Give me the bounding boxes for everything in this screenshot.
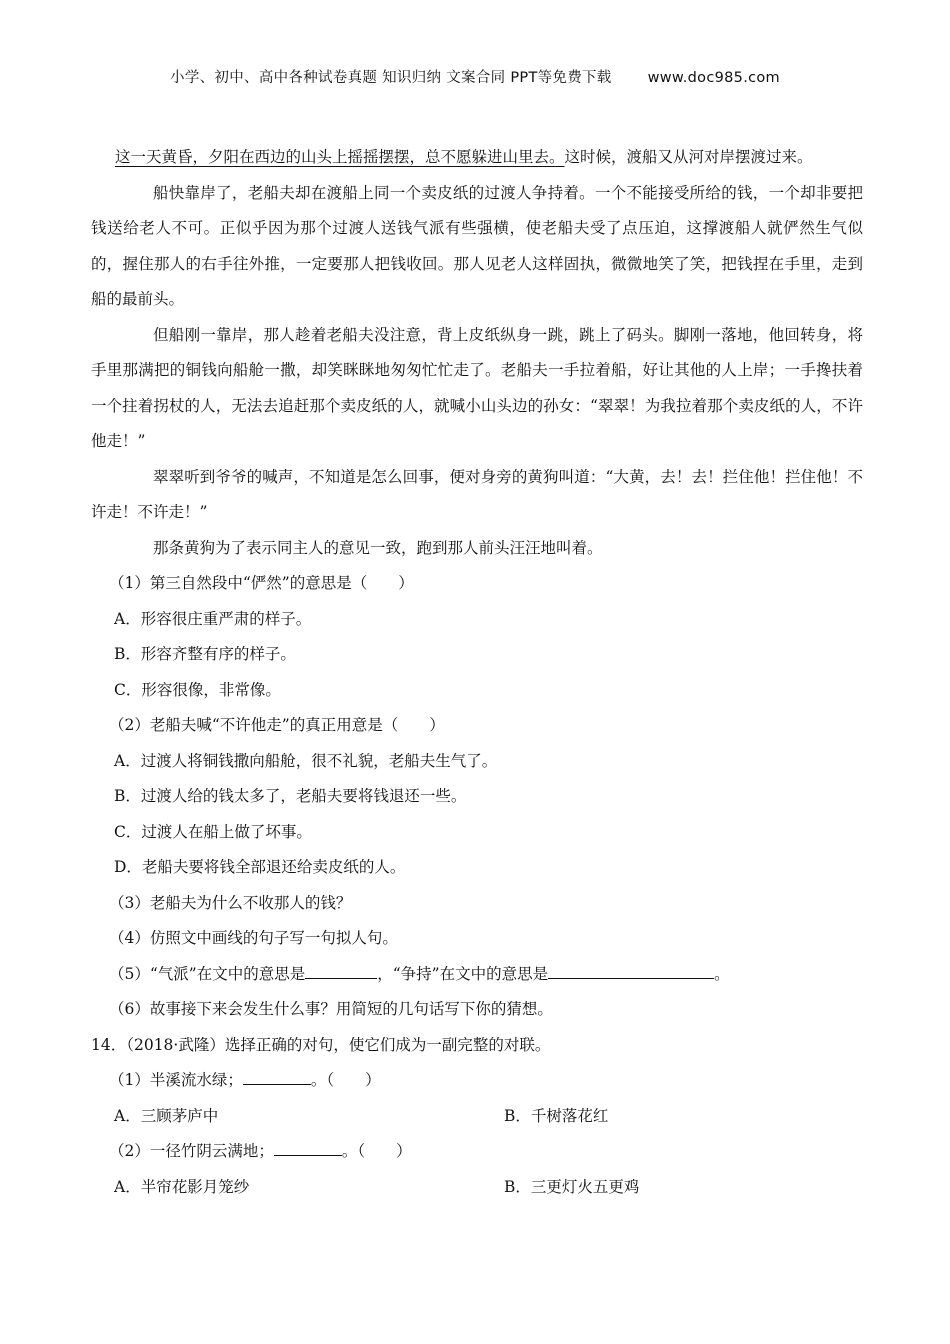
question-14-2-option-b: B．三更灯火五更鸡 bbox=[504, 1177, 640, 1196]
question-2-option-a: A．过渡人将铜钱撒向船舱，很不礼貌，老船夫生气了。 bbox=[114, 751, 498, 770]
question-14-title: 14．（2018·武隆）选择正确的对句，使它们成为一副完整的对联。 bbox=[91, 1035, 551, 1054]
paragraph-5: 那条黄狗为了表示同主人的意见一致，跑到那人前头汪汪地叫着。 bbox=[153, 538, 603, 557]
header-site: www.doc985.com bbox=[647, 70, 780, 86]
header-text: 小学、初中、高中各种试卷真题 知识归纳 文案合同 PPT等免费下载 bbox=[170, 70, 612, 86]
question-14-1 bbox=[91, 1063, 863, 1099]
question-4: （4）仿照文中画线的句子写一句拟人句。 bbox=[109, 929, 398, 947]
paragraph-1-rest: 这时候，渡船又从河对岸摆渡过来。 bbox=[564, 148, 813, 166]
paragraph-3: 但船刚一靠岸，那人趁着老船夫没注意，背上皮纸纵身一跳，跳上了码头。脚刚一落地，他回转身，将手里那满把的铜钱向船舱一撒，却笑眯眯地匆匆忙忙走了。老船夫一手拉着船，好让其他的人上岸；一手搀扶着一个拄着拐杖的人，无法去追赶那个卖皮纸的人，就喊小山头边的孙女：“翠翠！为我拉着那个卖皮纸的人，不许他走！” bbox=[91, 325, 863, 450]
question-14-1-option-a: A．三顾茅庐中 bbox=[114, 1106, 219, 1125]
question-14-2-paren: 。（ ） bbox=[341, 1142, 412, 1160]
question-1-option-b: B．形容齐整有序的样子。 bbox=[114, 645, 296, 663]
answer-blank[interactable] bbox=[243, 1066, 311, 1085]
question-14-1-option-b: B．千树落花红 bbox=[504, 1106, 609, 1125]
question-14-2 bbox=[91, 1134, 863, 1170]
question-14-1-prompt: （1）半溪流水绿； bbox=[109, 1071, 243, 1089]
question-14-2-option-a: A．半帘花影月笼纱 bbox=[114, 1177, 250, 1196]
question-2-option-d: D．老船夫要将钱全部退还给卖皮纸的人。 bbox=[114, 858, 406, 876]
question-1-option-a: A．形容很庄重严肃的样子。 bbox=[114, 609, 312, 628]
paragraph-4: 翠翠听到爷爷的喊声，不知道是怎么回事，便对身旁的黄狗叫道：“大黄，去！去！拦住他！拦住他！不许走！不许走！” bbox=[91, 467, 863, 521]
question-5-part-1: （5）“气派”在文中的意思是 bbox=[109, 964, 306, 983]
question-2: （2）老船夫喊“不许他走”的真正用意是（ ） bbox=[109, 716, 445, 734]
question-5 bbox=[91, 957, 863, 993]
page-header bbox=[0, 66, 950, 87]
question-14-1-options bbox=[91, 1099, 863, 1135]
question-5-part-2: ，“争持”在文中的意思是 bbox=[377, 964, 549, 983]
answer-blank[interactable] bbox=[305, 960, 377, 979]
document-body bbox=[91, 140, 863, 1205]
question-3: （3）老船夫为什么不收那人的钱？ bbox=[109, 893, 352, 912]
question-2-option-c: C．过渡人在船上做了坏事。 bbox=[114, 822, 312, 841]
question-5-end: 。 bbox=[714, 964, 730, 983]
paragraph-2: 船快靠岸了，老船夫却在渡船上同一个卖皮纸的过渡人争持着。一个不能接受所给的钱，一个却非要把钱送给老人不可。正似乎因为那个过渡人送钱气派有些强横，使老船夫受了点压迫，这撑渡船人就俨然生气似的，握住那人的右手往外推，一定要那人把钱收回。那人见老人这样固执，微微地笑了笑，把钱捏在手里，走到船的最前头。 bbox=[91, 183, 863, 308]
underlined-sentence: 这一天黄昏，夕阳在西边的山头上摇摇摆摆，总不愿躲进山里去。 bbox=[115, 148, 565, 166]
question-1-option-c: C．形容很像，非常像。 bbox=[114, 680, 281, 699]
question-2-option-b: B．过渡人给的钱太多了，老船夫要将钱退还一些。 bbox=[114, 787, 467, 805]
question-1: （1）第三自然段中“俨然”的意思是（ ） bbox=[109, 574, 414, 592]
answer-blank[interactable] bbox=[548, 960, 714, 979]
paragraph-1 bbox=[91, 140, 863, 176]
question-6: （6）故事接下来会发生什么事？用简短的几句话写下你的猜想。 bbox=[109, 1000, 553, 1018]
question-14-2-prompt: （2）一径竹阴云满地； bbox=[109, 1142, 274, 1160]
answer-blank[interactable] bbox=[274, 1137, 342, 1156]
question-14-1-paren: 。（ ） bbox=[310, 1071, 381, 1089]
question-14-2-options bbox=[91, 1170, 863, 1206]
